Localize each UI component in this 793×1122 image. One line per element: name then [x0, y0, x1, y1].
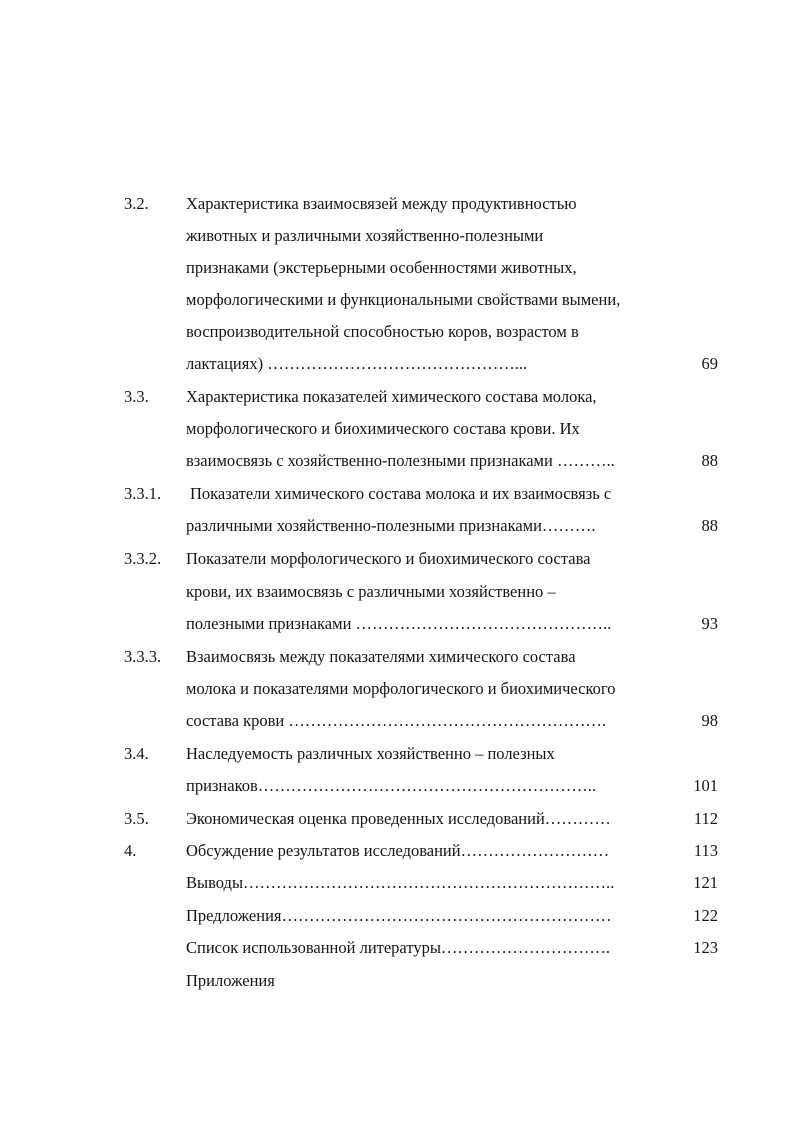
entry-title-line: лактациях) ………………………………………...: [186, 354, 528, 373]
page-number: 113: [693, 841, 718, 860]
toc-entry-3-5: [0, 803, 793, 835]
page-number: 98: [701, 711, 718, 730]
page-number: 93: [701, 614, 718, 633]
toc-entry-references: [0, 932, 793, 964]
page-number: 88: [701, 451, 718, 470]
toc-entry-3-3: [0, 381, 793, 413]
toc-entry-3-4-line: [0, 770, 793, 802]
page-number: 69: [701, 354, 718, 373]
entry-number: 3.3.1.: [124, 484, 162, 503]
toc-entry-3-2: [0, 188, 793, 220]
entry-title-line: Экономическая оценка проведенных исследований…………: [186, 809, 611, 828]
entry-title-line: молока и показателями морфологического и биохимического: [186, 679, 616, 698]
entry-title-line: Взаимосвязь между показателями химического состава: [186, 647, 576, 666]
toc-entry-3-2-line: [0, 316, 793, 348]
entry-title-line: Наследуемость различных хозяйственно – полезных: [186, 744, 555, 763]
page-number: 121: [693, 873, 718, 892]
entry-title-line: крови, их взаимосвязь с различными хозяйственно –: [186, 582, 556, 601]
entry-title-line: морфологическими и функциональными свойствами вымени,: [186, 290, 621, 309]
toc-entry-3-3-line: [0, 413, 793, 445]
toc-entry-3-2-line: [0, 284, 793, 316]
entry-title-line: признаков……………………………………………………..: [186, 776, 597, 795]
entry-number: 3.3.3.: [124, 647, 162, 666]
page-number: 122: [693, 906, 718, 925]
entry-title-line: состава крови ………………………………………………….: [186, 711, 606, 730]
toc-entry-4: [0, 835, 793, 867]
entry-title-line: Характеристика показателей химического состава молока,: [186, 387, 597, 406]
entry-number: 3.4.: [124, 744, 149, 763]
entry-title-line: воспроизводительной способностью коров, возрастом в: [186, 322, 579, 341]
page-number: 112: [693, 809, 718, 828]
toc-entry-3-3-3-line: [0, 705, 793, 737]
entry-number: 3.5.: [124, 809, 149, 828]
page-number: 88: [701, 516, 718, 535]
toc-entry-appendices: [0, 965, 793, 997]
toc-entry-3-2-line: [0, 348, 793, 380]
toc-entry-3-3-1: [0, 478, 793, 510]
toc-entry-3-3-2: [0, 543, 793, 575]
toc-entry-3-3-2-line: [0, 576, 793, 608]
toc-entry-conclusions: [0, 867, 793, 899]
entry-title-line: Обсуждение результатов исследований………………………: [186, 841, 610, 860]
toc-entry-3-3-3-line: [0, 673, 793, 705]
entry-number: 3.2.: [124, 194, 149, 213]
entry-title-line: Показатели химического состава молока и их взаимосвязь с: [190, 484, 612, 503]
entry-title-line: Приложения: [186, 971, 275, 990]
toc-entry-3-3-line: [0, 445, 793, 477]
entry-title-line: Список использованной литературы………………………….: [186, 938, 611, 957]
entry-title-line: морфологического и биохимического состава крови. Их: [186, 419, 580, 438]
entry-title-line: животных и различными хозяйственно-полезными: [186, 226, 544, 245]
entry-title-line: различными хозяйственно-полезными признаками……….: [186, 516, 596, 535]
entry-title-line: Выводы…………………………………………………………..: [186, 873, 615, 892]
toc-entry-3-3-1-line: [0, 510, 793, 542]
toc-entry-3-4: [0, 738, 793, 770]
entry-title-line: Показатели морфологического и биохимического состава: [186, 549, 591, 568]
toc-entry-3-2-line: [0, 252, 793, 284]
toc-entry-3-2-line: [0, 220, 793, 252]
entry-title-line: взаимосвязь с хозяйственно-полезными признаками ………..: [186, 451, 615, 470]
toc-entry-proposals: [0, 900, 793, 932]
page-number: 101: [693, 776, 718, 795]
entry-title-line: полезными признаками ………………………………………..: [186, 614, 612, 633]
entry-title-line: признаками (экстерьерными особенностями животных,: [186, 258, 577, 277]
page-number: 123: [693, 938, 718, 957]
toc-entry-3-3-2-line: [0, 608, 793, 640]
entry-number: 4.: [124, 841, 137, 860]
toc-entry-3-3-3: [0, 641, 793, 673]
entry-number: 3.3.2.: [124, 549, 162, 568]
entry-title-line: Предложения……………………………………………………: [186, 906, 612, 925]
entry-title-line: Характеристика взаимосвязей между продуктивностью: [186, 194, 577, 213]
entry-number: 3.3.: [124, 387, 149, 406]
